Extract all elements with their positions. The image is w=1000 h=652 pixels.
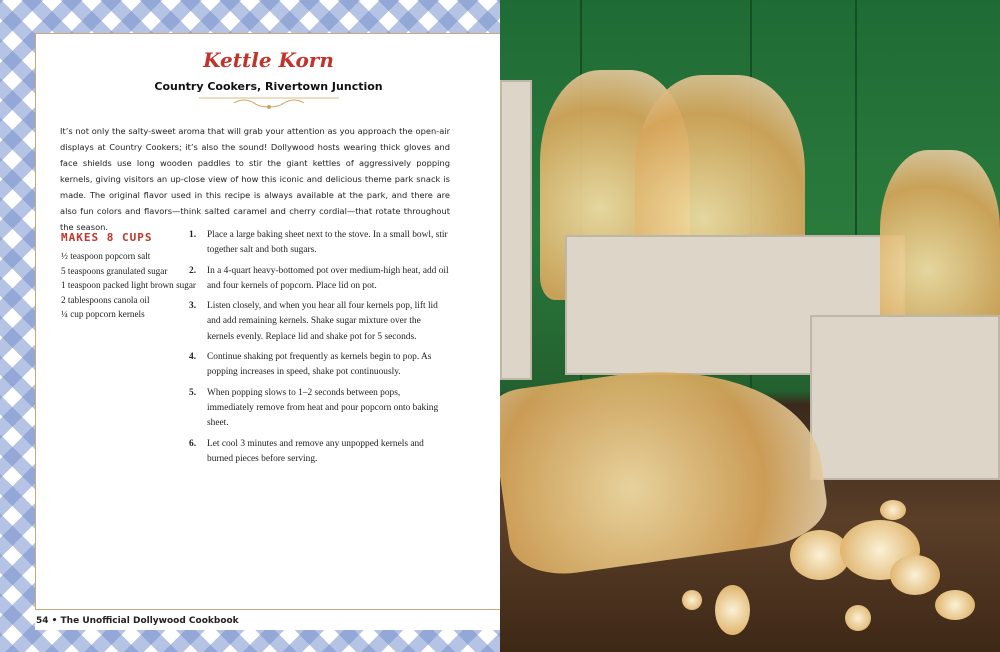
step-number: 4. (189, 352, 197, 363)
step (189, 350, 449, 381)
step-number: 5. (189, 387, 197, 398)
ingredient: 2 tablespoons canola oil (61, 294, 150, 305)
crate (500, 80, 532, 380)
step-number: 1. (189, 230, 197, 240)
step-text: In a 4-quart heavy-bottomed pot over medium-high heat, add oil and four kernels of popcorn. Place lid on pot. (207, 265, 449, 291)
step (189, 299, 449, 345)
step-number: 6. (189, 438, 197, 449)
step-list (189, 228, 449, 472)
step-text: Listen closely, and when you hear all four kernels pop, lift lid and add remaining kernels. Shake sugar mixture over the kernels evenly. Replace lid and shake pot for 5 seconds. (207, 301, 438, 342)
ingredient: 5 teaspoons granulated sugar (61, 265, 168, 276)
ingredient: 1 teaspoon packed light brown sugar (61, 280, 196, 290)
popcorn (890, 555, 940, 595)
step (189, 386, 449, 432)
recipe-location: Country Cookers, Rivertown Junction (154, 80, 383, 93)
spilled-popcorn-bag (500, 349, 832, 582)
popcorn (935, 590, 975, 620)
page-footer: 54 • The Unofficial Dollywood Cookbook (36, 616, 239, 626)
step-text: When popping slows to 1–2 seconds between pops, immediately remove from heat and pour popcorn onto baking sheet. (207, 387, 439, 429)
recipe-intro: It’s not only the salty-sweet aroma that will grab your attention as you approach the open-air displays at Country Cookers; it’s also the sound! Dollywood hosts wearing thick gloves and face shields use long wooden paddles to stir the giant kettles of aggressively popping kernels, giving visitors an up-close view of how this iconic and delicious theme park snack is made. The original flavor used in this recipe is always available at the park, and there are also fun colors and flavors—think salted caramel and cherry cordial—that rotate throughout the season. (60, 126, 450, 232)
step (189, 228, 449, 259)
recipe-card (35, 33, 500, 610)
step (189, 437, 449, 468)
step-text: Place a large baking sheet next to the stove. In a small bowl, stir together salt and both sugars. (207, 230, 448, 256)
popcorn (682, 590, 702, 610)
popcorn (845, 605, 871, 631)
step-text: Continue shaking pot frequently as kernels begin to pop. As popping increases in speed, shake pot continuously. (207, 352, 432, 378)
popcorn (880, 500, 906, 520)
step-number: 2. (189, 265, 197, 276)
step-text: Let cool 3 minutes and remove any unpopped kernels and burned pieces before serving. (207, 438, 424, 464)
step (189, 264, 449, 295)
flourish-ornament-icon (194, 94, 344, 112)
ingredient: ½ teaspoon popcorn salt (61, 251, 151, 261)
recipe-yield: MAKES 8 CUPS (61, 231, 153, 244)
ingredient: ¼ cup popcorn kernels (61, 309, 145, 319)
recipe-title: Kettle Korn (203, 48, 334, 72)
crate (810, 315, 1000, 480)
popcorn (715, 585, 750, 635)
popcorn-photo (500, 0, 1000, 652)
step-number: 3. (189, 301, 197, 312)
